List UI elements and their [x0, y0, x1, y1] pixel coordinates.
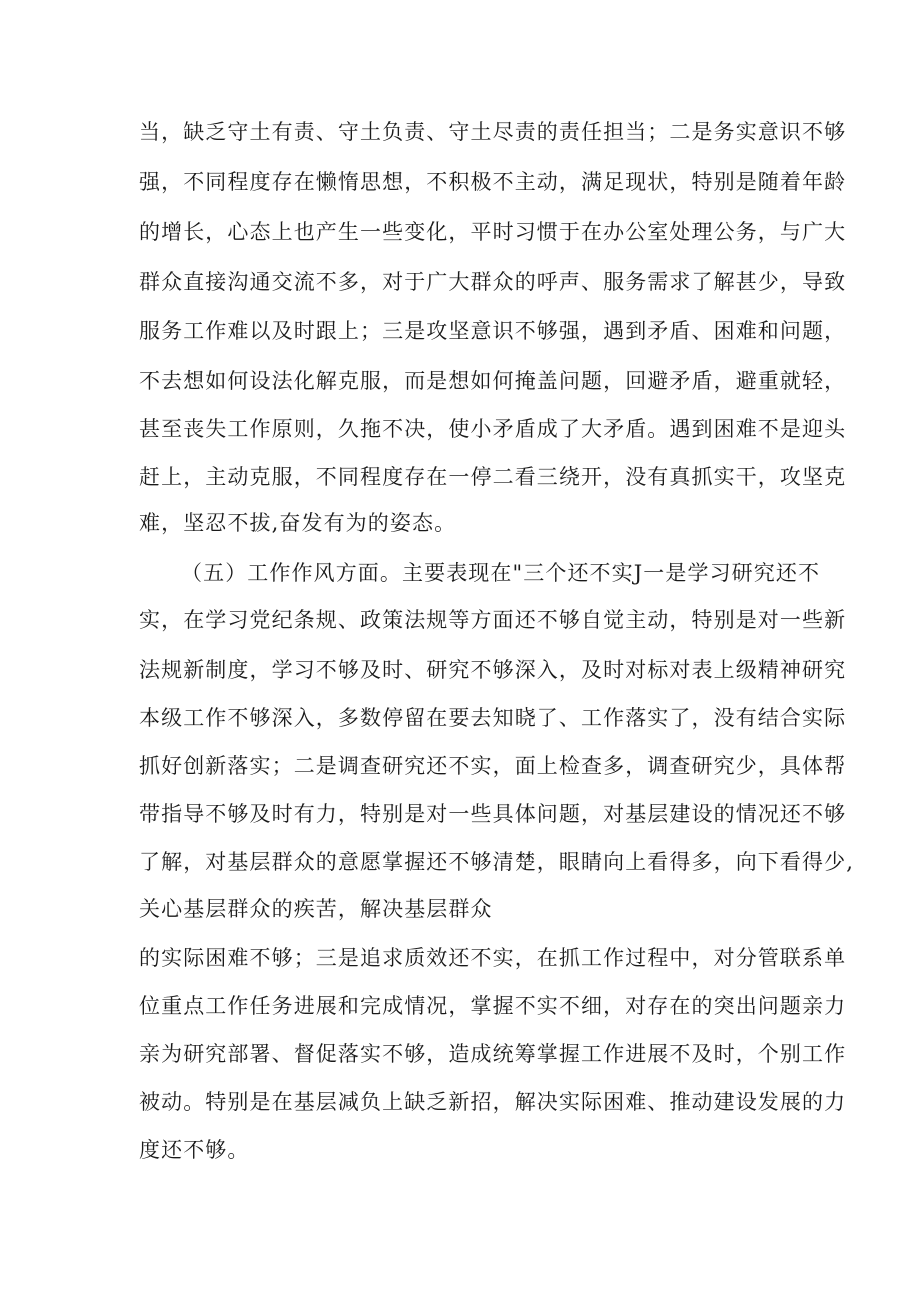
text-line-19: 位重点工作任务进展和完成情况，掌握不实不细，对存在的突出问题亲力 — [139, 994, 847, 1018]
section-heading-line: （五）工作作风方面。主要表现在"三个还不实J一是学习研究还不 — [181, 561, 821, 585]
text-line-16: 了解，对基层群众的意愿掌握还不够清楚，眼睛向上看得多，向下看得少, — [139, 850, 854, 874]
text-line-1: 当，缺乏守土有责、守土负责、守土尽责的责任担当；二是务实意识不够 — [139, 120, 847, 144]
text-line-15: 带指导不够及时有力，特别是对一些具体问题，对基层建设的情况还不够 — [139, 802, 847, 826]
text-line-7: 甚至丧失工作原则，久拖不决，使小矛盾成了大矛盾。遇到困难不是迎头 — [139, 417, 847, 441]
text-line-4: 群众直接沟通交流不多，对于广大群众的呼声、服务需求了解甚少，导致 — [139, 270, 847, 294]
text-line-6: 不去想如何设法化解克服，而是想如何掩盖问题，回避矛盾，避重就轻， — [139, 369, 847, 393]
text-line-2: 强，不同程度存在懒惰思想，不积极不主动，满足现状，特别是随着年龄 — [139, 170, 847, 194]
text-line-12: 法规新制度，学习不够及时、研究不够深入，及时对标对表上级精神研究 — [139, 658, 847, 682]
text-line-3: 的增长，心态上也产生一些变化，平时习惯于在办公室处理公务，与广大 — [139, 220, 847, 244]
text-line-17: 关心基层群众的疾苦，解决基层群众 — [139, 897, 493, 921]
text-line-20: 亲为研究部署、督促落实不够，造成统筹掌握工作进展不及时，个别工作 — [139, 1042, 847, 1066]
text-line-22: 度还不够。 — [139, 1138, 250, 1162]
text-line-14: 抓好创新落实；二是调查研究还不实，面上检查多，调查研究少，具体帮 — [139, 754, 847, 778]
text-line-13: 本级工作不够深入，多数停留在要去知晓了、工作落实了，没有结合实际 — [139, 706, 847, 730]
text-line-9: 难，坚忍不拔,奋发有为的姿态。 — [139, 511, 457, 535]
text-line-21: 被动。特别是在基层减负上缺乏新招，解决实际困难、推动建设发展的力 — [139, 1090, 847, 1114]
text-line-11: 实，在学习党纪条规、政策法规等方面还不够自觉主动，特别是对一些新 — [139, 608, 847, 632]
text-line-18: 的实际困难不够；三是追求质效还不实，在抓工作过程中，对分管联系单 — [139, 946, 847, 970]
text-line-8: 赶上，主动克服，不同程度存在一停二看三绕开，没有真抓实干，攻坚克 — [139, 465, 847, 489]
text-line-5: 服务工作难以及时跟上；三是攻坚意识不够强，遇到矛盾、困难和问题， — [139, 319, 847, 343]
